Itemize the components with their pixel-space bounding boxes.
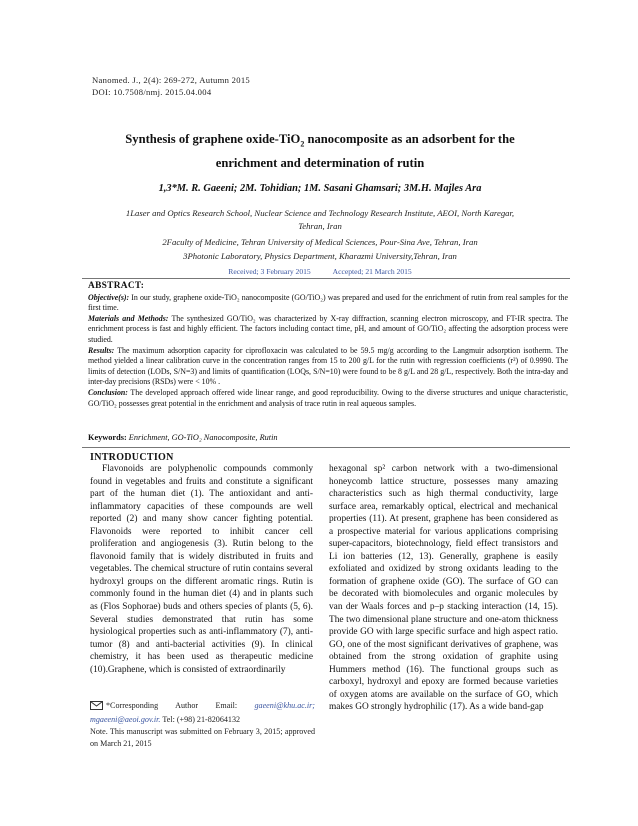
intro-left-column	[90, 463, 313, 676]
affiliation-1	[84, 207, 556, 232]
intro-left-text: Flavonoids are polyphenolic compounds commonly found in vegetables and fruits and constitute a significant part of the human diet (1). The antioxidant and anti-inflammatory capacities of these compounds are well reported (2) and many show cancer fighting potential. Flavonoids were reported to inhibit cancer cell proliferation and angiogenesis (3). Rutin belong to the flavonoid family that is widely distributed in fruits and vegetables. The chemical structure of rutin contains several hydroxyl groups on the different aromatic rings. Rutin is commonly found in the human diet (4) and in plants such as (Flos Sophorae) buds and others species of plants (5, 6). Several studies demonstrated that rutin has some hysiological properties such as anti-inflammatory (7), anti-tumor (8) and anti-bacterial activities (9). In clinical chemistry, it has been used as therapeutic medicine (10).Graphene, which is consisted of extraordinarily	[90, 464, 313, 675]
title-subscript: 2	[300, 139, 305, 149]
affiliation-1-line2: Tehran, Iran	[298, 220, 342, 231]
title-line2: enrichment and determination of rutin	[215, 155, 425, 170]
affiliation-1-line1: 1Laser and Optics Research School, Nuclear Science and Technology Research Institute, AEOI, North Karegar,	[125, 208, 515, 218]
conclusion-label: Conclusion:	[88, 387, 128, 397]
divider-top	[82, 278, 570, 279]
received-date: Received; 3 February 2015	[228, 267, 311, 276]
corr-label: *Corresponding Author Email:	[106, 701, 255, 710]
results-label: Results:	[88, 345, 115, 355]
keywords	[88, 433, 568, 442]
footnote	[90, 700, 315, 750]
abstract	[88, 281, 568, 409]
objective-text: In our study, graphene oxide-TiO₂ nanocomposite (GO/TiO₂) was prepared and used for the enrichment of rutin from real samples for the first time.	[88, 292, 568, 313]
keywords-label: Keywords:	[88, 433, 127, 442]
submission-note: Note. This manuscript was submitted on February 3, 2015; approved on March 21, 2015	[90, 727, 315, 748]
title-part-end: nanocomposite as an adsorbent for the	[304, 132, 515, 146]
title-part: Synthesis of graphene oxide-TiO	[125, 132, 301, 146]
conclusion-text: The developed approach offered wide linear range, and good reproducibility. Owing to the diverse structures and unique characteristic, GO/TiO₂ possesses great potential in the enrichment and analysis of trace rutin in real aqueous samples.	[88, 387, 568, 408]
abstract-conclusion	[88, 388, 568, 409]
introduction-heading: INTRODUCTION	[90, 452, 174, 463]
dates	[90, 267, 550, 276]
corr-email[interactable]: gaeeni@khu.ac.ir; mgaeeni@aeoi.gov.ir.	[90, 701, 315, 724]
corr-tel: Tel: (+98) 21-82064132	[160, 715, 241, 724]
objective-label: Objective(s):	[88, 292, 130, 302]
journal-header	[92, 75, 250, 98]
intro-right-column	[329, 463, 558, 714]
methods-text: The synthesized GO/TiO₂ was characterized by X-ray diffraction, scanning electron microscopy, and FT-IR spectra. The enrichment process is fast and highly efficient. The factors including contact time, pH, and amount of GO/TiO₂ affecting the adsorption process were studied.	[88, 313, 568, 344]
intro-right-text: hexagonal sp² carbon network with a two-dimensional honeycomb lattice structure, possesses many amazing characteristics such as high thermal conductivity, large surface area, remarkably optical, electrical and mechanical properties (11). At present, graphene has been considered as a prospective material for various applications comprising super-capacitors, biotechnology, field effect transistors and Li ion batteries (12, 13). Generally, graphene is easily exfoliated and oxidized by strong oxidants leading to the formation of graphene oxide (GO). The surface of GO can be decorated with biomolecules and organic molecules by van der Waals forces and p–p stacking interaction (14, 15). The two dimensional plane structure and one-atom thickness provide GO with large specific surface and high aspect ratio. GO, one of the most significant derivatives of graphene, was obtained from the strong oxidation of graphite using Hummers method (16). The functional groups such as carboxyl, hydroxyl and epoxy are formed because varieties of oxygen atoms are available on the surface of GO, which makes GO strongly hydrophilic (17). As a wide band-gap	[329, 464, 558, 713]
results-text: The maximum adsorption capacity for ciprofloxacin was calculated to be 59.5 mg/g according to the Langmuir adsorption isotherm. The method yielded a linear calibration curve in the concentration ranges from 15 to 200 g/L for the rutin with regression coefficients (r²) of 0.9990. The limits of detection (LODs, S/N=3) and limits of quantification (LOQs, S/N=10) were found to be 8 g/L and 28 g/L, respectively. Both the intra-day and inter-day precisions (RSDs) were < 10% .	[88, 345, 568, 387]
doi: DOI: 10.7508/nmj. 2015.04.004	[92, 86, 212, 97]
citation: Nanomed. J., 2(4): 269-272, Autumn 2015	[92, 75, 251, 85]
envelope-icon	[90, 701, 103, 714]
affiliation-2: 2Faculty of Medicine, Tehran University of Medical Sciences, Pour-Sina Ave, Tehran, Iran	[162, 237, 478, 247]
abstract-results	[88, 346, 568, 388]
abstract-objective	[88, 293, 568, 314]
keywords-text: Enrichment, GO-TiO₂ Nanocomposite, Rutin	[126, 433, 278, 442]
affiliation-3: 3Photonic Laboratory, Physics Department, Kharazmi University,Tehran, Iran	[183, 251, 457, 261]
accepted-date: Accepted; 21 March 2015	[332, 267, 412, 276]
authors: 1,3*M. R. Gaeeni; 2M. Tohidian; 1M. Sasani Ghamsari; 3M.H. Majles Ara	[158, 183, 482, 194]
abstract-heading: ABSTRACT:	[88, 281, 145, 291]
methods-label: Materials and Methods:	[88, 313, 169, 323]
paper-title	[90, 130, 550, 172]
divider-bottom	[82, 447, 570, 448]
abstract-methods	[88, 314, 568, 346]
